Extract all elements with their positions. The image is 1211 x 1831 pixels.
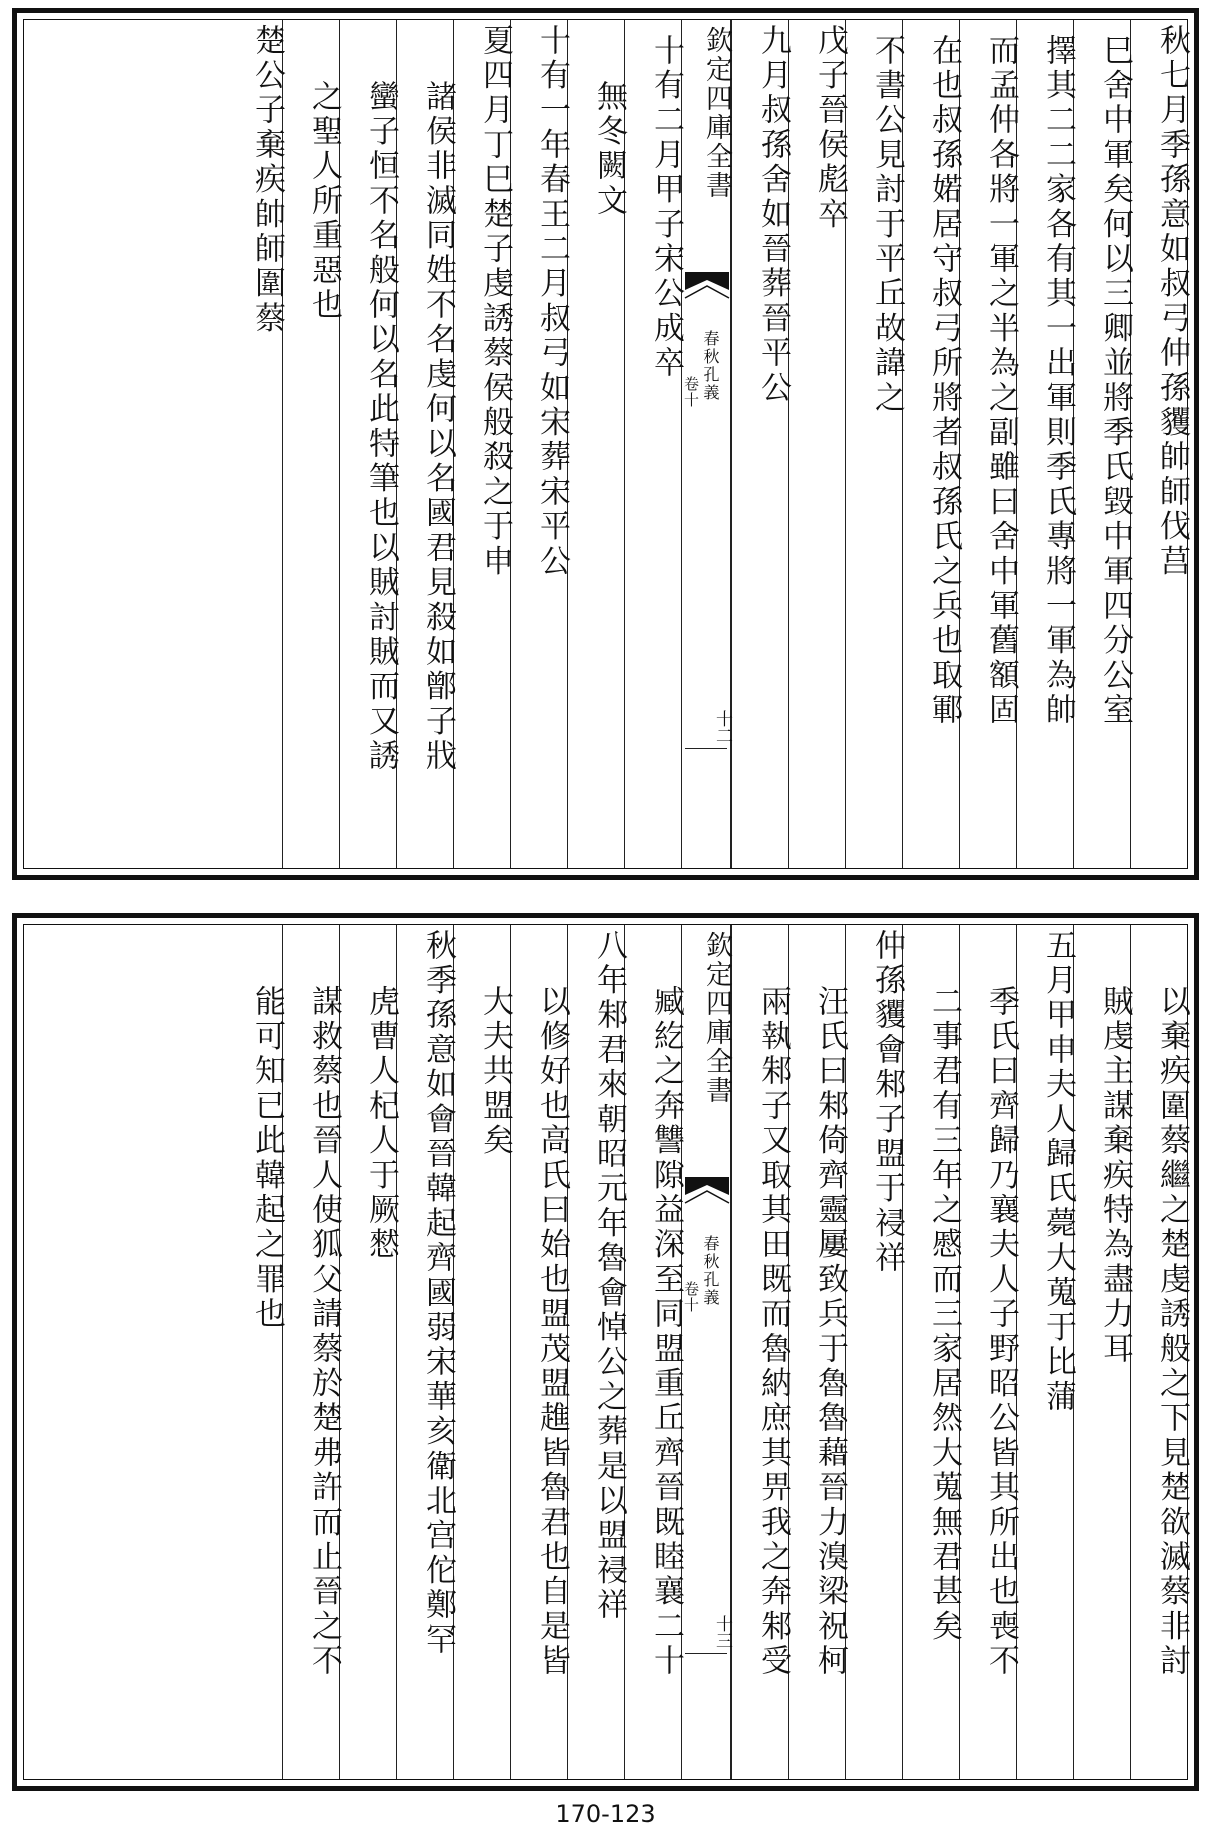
column-text: 諸侯非滅同姓不名虔何以名國君見殺如鄫子戕 xyxy=(420,80,456,774)
column-text: 能可知已此韓起之罪也 xyxy=(249,985,285,1332)
column-text: 戊子晉侯彪卒 xyxy=(812,24,848,233)
text-column xyxy=(282,20,342,868)
text-column xyxy=(624,925,684,1779)
center-title: 欽定四庫全書 xyxy=(701,26,732,200)
column-text: 在也叔孫婼居守叔弓所將者叔孫氏之兵也取鄆 xyxy=(926,34,962,728)
center-page-number: 十二 xyxy=(712,710,732,744)
column-text: 不書公見討于平丘故諱之 xyxy=(869,34,905,416)
center-volume: 卷十 xyxy=(682,376,700,408)
text-column xyxy=(959,925,1019,1779)
center-fold xyxy=(681,20,731,868)
text-column xyxy=(1130,925,1190,1779)
text-column xyxy=(1073,20,1133,868)
column-text: 十有一年春王二月叔弓如宋葬宋平公 xyxy=(534,24,570,580)
column-text: 之聖人所重惡也 xyxy=(306,80,342,323)
column-text: 秋季孫意如會晉韓起齊國弱宋華亥衛北宫佗鄭罕 xyxy=(420,929,456,1658)
text-column xyxy=(731,925,791,1779)
column-text: 五月甲申夫人歸氏薨大蒐于比蒲 xyxy=(1040,929,1076,1415)
text-column xyxy=(510,925,570,1779)
page-number: 170-123 xyxy=(555,1800,656,1828)
text-column xyxy=(1016,20,1076,868)
column-text: 無冬闕文 xyxy=(591,80,627,219)
column-text: 季氏曰齊歸乃襄夫人子野昭公皆其所出也喪不 xyxy=(983,985,1019,1679)
column-text: 以修好也高氏曰始也盟茂盟趡皆魯君也自是皆 xyxy=(534,985,570,1679)
text-column xyxy=(396,20,456,868)
column-text: 二事君有三年之慼而三家居然大蒐無君甚矣 xyxy=(926,985,962,1645)
column-text: 以棄疾圍蔡繼之楚虔誘般之下見楚欲滅蔡非討 xyxy=(1154,985,1190,1679)
text-column xyxy=(845,20,905,868)
text-column xyxy=(845,925,905,1779)
text-column xyxy=(282,925,342,1779)
text-column xyxy=(1016,925,1076,1779)
column-text: 蠻子恒不名般何以名此特筆也以賊討賊而又誘 xyxy=(363,80,399,774)
column-text: 擇其二二家各有其一出軍則季氏專將一軍為帥 xyxy=(1040,34,1076,728)
center-volume: 卷十 xyxy=(682,1281,700,1313)
center-book-title: 春秋孔義 xyxy=(701,330,720,402)
text-column xyxy=(731,20,791,868)
upper-page-frame xyxy=(23,19,1188,869)
text-column xyxy=(510,20,570,868)
column-text: 而孟仲各將一軍之半為之副雖曰舍中軍舊額固 xyxy=(983,34,1019,728)
column-text: 巳舍中軍矣何以三卿並將季氏毀中軍四分公室 xyxy=(1097,34,1133,728)
text-column xyxy=(339,20,399,868)
center-page-number: 十三 xyxy=(712,1615,732,1649)
center-book-title: 春秋孔義 xyxy=(701,1235,720,1307)
text-column xyxy=(567,20,627,868)
column-text: 楚公子棄疾帥師圍蔡 xyxy=(249,24,285,337)
text-column xyxy=(788,20,848,868)
text-column xyxy=(1073,925,1133,1779)
text-column xyxy=(24,925,285,1779)
fishtail-mark-icon xyxy=(684,1177,730,1223)
text-column xyxy=(902,925,962,1779)
column-text: 兩執邾子又取其田既而魯納庶其畀我之奔邾受 xyxy=(755,985,791,1679)
column-text: 賊虔主謀棄疾特為盡力耳 xyxy=(1097,985,1133,1367)
text-column xyxy=(339,925,399,1779)
lower-page-frame xyxy=(23,924,1188,1780)
column-text: 八年邾君來朝昭元年魯會悼公之葬是以盟祲祥 xyxy=(591,929,627,1623)
text-column xyxy=(24,20,285,868)
text-column xyxy=(396,925,456,1779)
column-text: 虎曹人杞人于厥憖 xyxy=(363,985,399,1263)
column-text: 夏四月丁巳楚子虔誘蔡侯般殺之于申 xyxy=(477,24,513,580)
center-divider xyxy=(685,748,727,749)
column-text: 大夫共盟矣 xyxy=(477,985,513,1159)
text-column xyxy=(453,20,513,868)
column-text: 九月叔孫舍如晉葬晉平公 xyxy=(755,24,791,406)
center-title: 欽定四庫全書 xyxy=(701,931,732,1105)
column-text: 十有二月甲子宋公成卒 xyxy=(648,34,684,381)
text-column xyxy=(453,925,513,1779)
text-column xyxy=(788,925,848,1779)
fishtail-mark-icon xyxy=(684,272,730,318)
text-column xyxy=(959,20,1019,868)
center-fold xyxy=(681,925,731,1779)
text-column xyxy=(624,20,684,868)
text-column xyxy=(902,20,962,868)
column-text: 臧紇之奔讐隙益深至同盟重丘齊晉既睦襄二十 xyxy=(648,985,684,1679)
column-text: 秋七月季孫意如叔弓仲孫貜帥師伐莒 xyxy=(1154,24,1190,580)
column-text: 謀救蔡也晉人使狐父請蔡於楚弗許而止晉之不 xyxy=(306,985,342,1679)
text-column xyxy=(1130,20,1190,868)
text-column xyxy=(567,925,627,1779)
upper-page xyxy=(12,8,1199,880)
column-text: 仲孫貜會邾子盟于祲祥 xyxy=(869,929,905,1276)
center-divider xyxy=(685,1653,727,1654)
column-text: 汪氏曰邾倚齊靈屢致兵于魯魯藉晉力溴梁祝柯 xyxy=(812,985,848,1679)
lower-page xyxy=(12,913,1199,1791)
